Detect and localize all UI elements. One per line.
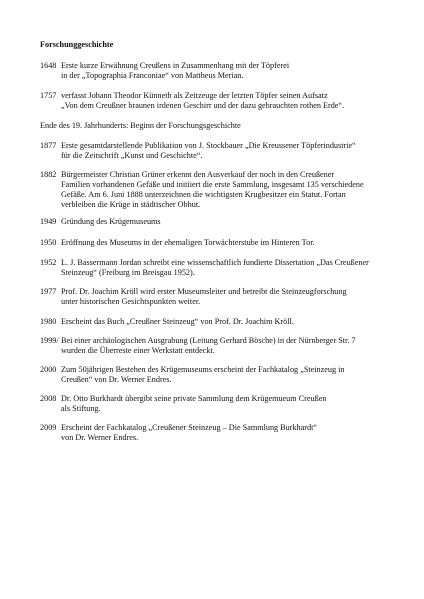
- entry-line: für die Zeitschrift „Kunst und Geschichte“.: [61, 151, 203, 160]
- entry-year: 1952: [40, 258, 57, 267]
- entry-year: 1950: [40, 238, 57, 247]
- era-note: Ende des 19. Jahrhunderts: Beginn der Forschungsgeschichte: [40, 121, 241, 130]
- entry-year: 1882: [40, 170, 57, 179]
- entry-text: [61, 61, 289, 81]
- entry-line: als Stiftung.: [61, 404, 101, 413]
- entry-text: [61, 317, 294, 327]
- entry-line: unter historischen Gesichtspunkten weiter.: [61, 297, 201, 306]
- entry-line: Zum 50jährigen Bestehen des Krügemuseums erscheint der Fachkatalog „Steinzeug in: [61, 365, 345, 374]
- entry-line: Erscheint das Buch „Creußner Steinzeug“ von Prof. Dr. Joachim Kröll.: [61, 317, 294, 326]
- entry-line: von Dr. Werner Endres.: [61, 433, 139, 442]
- entry-line: Bürgermeister Christian Grüner erkennt den Ausverkauf der noch in den Creußener: [61, 170, 335, 179]
- entry-text: [61, 141, 356, 161]
- entry-line: L. J. Bassermann Jordan schreibt eine wissenschaftlich fundierte Dissertation „Das Creußener: [61, 258, 369, 267]
- entry-text: [61, 394, 326, 414]
- entry-year: 2008: [40, 394, 57, 403]
- entry-line: Prof. Dr. Joachim Kröll wird erster Museumsleiter und betreibt die Steinzeugforschung: [61, 287, 347, 296]
- entry-year: 2009: [40, 423, 57, 432]
- entry-text: [61, 91, 344, 111]
- entry-year: 1980: [40, 317, 57, 326]
- entry-line: Bei einer archäologischen Ausgrabung (Leitung Gerhard Bösche) in der Nürnberger Str. 7: [61, 336, 356, 345]
- entry-text: [61, 423, 317, 443]
- entry-line: Steinzeug“ (Freiburg im Breisgau 1952).: [61, 268, 195, 277]
- entry-text: [61, 238, 315, 248]
- entry-text: [61, 365, 345, 385]
- entry-year: 1999/: [40, 336, 59, 345]
- entry-text: [61, 217, 161, 227]
- entry-line: „Von dem Creußner braunen irdenen Geschirr und der dazu gebrauchten rothen Erde“.: [61, 101, 345, 110]
- entry-line: Familien vorhandenen Gefäße und initiiert die erste Sammlung, insgesamt 135 verschiedene: [61, 180, 364, 189]
- entry-text: [61, 287, 347, 307]
- entry-year: 1648: [40, 61, 57, 70]
- entry-line: Eröffnung des Museums in der ehemaligen Torwächterstube im Hinteren Tor.: [61, 238, 315, 247]
- entry-year: 2000: [40, 365, 57, 374]
- entry-line: Gefäße. Am 6. Juni 1888 unterzeichnen die wichtigsten Krugbesitzer ein Statut. Fortan: [61, 190, 346, 199]
- entry-year: 1949: [40, 217, 57, 226]
- entry-line: Erste kurze Erwähnung Creußens in Zusammenhang mit der Töpferei: [61, 61, 290, 70]
- entry-line: verfasst Johann Theodor Künneth als Zeitzeuge der letzten Töpfer seinen Aufsatz: [61, 91, 328, 100]
- entry-line: Dr. Otto Burkhardt übergibt seine private Sammlung dem Krügemueum Creußen: [61, 394, 327, 403]
- entry-line: verbleiben die Krüge in städtischer Obhut.: [61, 200, 201, 209]
- entry-line: Creußen“ von Dr. Werner Endres.: [61, 375, 172, 384]
- entry-year: 1977: [40, 287, 57, 296]
- entry-line: in der „Topographia Franconiae“ von Mattheus Merian.: [61, 71, 244, 80]
- entry-line: Erste gesamtdarstellende Publikation von J. Stockbauer „Die Kreussener Töpferindustrie“: [61, 141, 356, 150]
- entry-text: [61, 258, 369, 278]
- page-title: Forschunggeschichte: [40, 40, 114, 49]
- entry-year: 1877: [40, 141, 57, 150]
- entry-year: 1757: [40, 91, 57, 100]
- entry-line: wurden die Überreste einer Werkstatt entdeckt.: [61, 346, 215, 355]
- entry-line: Erscheint der Fachkatalog „Creußener Steinzeug – Die Sammlung Burkhardt“: [61, 423, 318, 432]
- entry-text: [61, 336, 356, 356]
- entry-text: [61, 170, 364, 210]
- entry-line: Gründung des Krügemuseums: [61, 217, 161, 226]
